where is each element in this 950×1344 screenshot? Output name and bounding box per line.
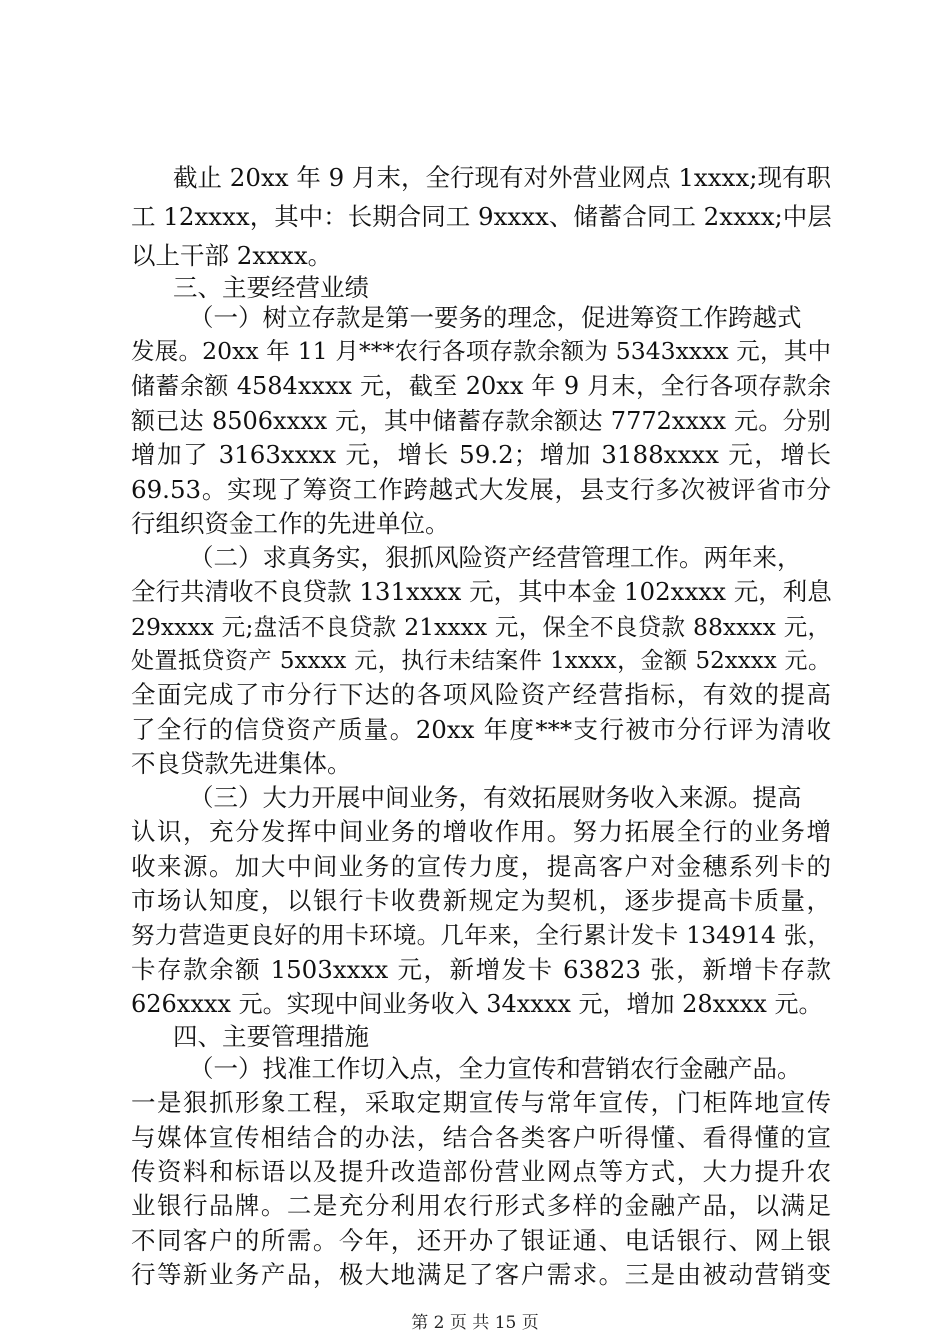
paragraph-line: 额已达 8506xxxx 元，其中储蓄存款余额达 7772xxxx 元。分别: [131, 407, 831, 435]
paragraph-line: 传资料和标语以及提升改造部份营业网点等方式，大力提升农: [131, 1157, 831, 1186]
paragraph-line: 发展。20xx 年 11 月***农行各项存款余额为 5343xxxx 元，其中: [131, 337, 831, 365]
paragraph-line: 一是狠抓形象工程，采取定期宣传与常年宣传，门柜阵地宣传: [131, 1088, 831, 1117]
paragraph-line: 业银行品牌。二是充分利用农行形式多样的金融产品，以满足: [131, 1191, 831, 1220]
paragraph-line: （三）大力开展中间业务，有效拓展财务收入来源。提高: [189, 783, 802, 812]
paragraph-line: （二）求真务实，狠抓风险资产经营管理工作。两年来，: [189, 543, 802, 572]
paragraph-line: 工 12xxxx，其中：长期合同工 9xxxx、储蓄合同工 2xxxx;中层: [131, 202, 832, 231]
paragraph-line: 截止 20xx 年 9 月末，全行现有对外营业网点 1xxxx;现有职: [173, 163, 831, 192]
section-heading: 四、主要管理措施: [173, 1022, 369, 1051]
paragraph-line: 69.53。实现了筹资工作跨越式大发展，县支行多次被评省市分: [131, 475, 831, 504]
page-footer: 第 2 页 共 15 页: [411, 1313, 539, 1333]
paragraph-line: 努力营造更良好的用卡环境。几年来，全行累计发卡 134914 张，: [131, 921, 831, 949]
paragraph-line: 认识，充分发挥中间业务的增收作用。努力拓展全行的业务增: [131, 817, 831, 846]
paragraph-line: 不同客户的所需。今年，还开办了银证通、电话银行、网上银: [131, 1226, 831, 1255]
paragraph-line: 全行共清收不良贷款 131xxxx 元，其中本金 102xxxx 元，利息: [131, 577, 832, 606]
paragraph-line: 全面完成了市分行下达的各项风险资产经营指标，有效的提高: [131, 680, 831, 709]
paragraph-line: 与媒体宣传相结合的办法，结合各类客户听得懂、看得懂的宣: [131, 1123, 831, 1152]
section-heading: 三、主要经营业绩: [173, 273, 369, 302]
paragraph-line: 增加了 3163xxxx 元，增长 59.2；增加 3188xxxx 元，增长: [131, 440, 831, 469]
paragraph-line: 行等新业务产品，极大地满足了客户需求。三是由被动营销变: [131, 1260, 831, 1289]
paragraph-line: 市场认知度，以银行卡收费新规定为契机，逐步提高卡质量，: [131, 886, 831, 915]
paragraph-line: 处置抵贷资产 5xxxx 元，执行未结案件 1xxxx，金额 52xxxx 元。: [131, 648, 831, 674]
paragraph-line: 卡存款余额 1503xxxx 元，新增发卡 63823 张，新增卡存款: [131, 955, 831, 984]
paragraph-line: 储蓄余额 4584xxxx 元，截至 20xx 年 9 月末，全行各项存款余: [131, 372, 831, 400]
paragraph-line: 626xxxx 元。实现中间业务收入 34xxxx 元，增加 28xxxx 元。: [131, 990, 823, 1018]
paragraph-line: 以上干部 2xxxx。: [131, 241, 333, 270]
paragraph-line: （一）找准工作切入点，全力宣传和营销农行金融产品。: [189, 1054, 802, 1083]
paragraph-line: （一）树立存款是第一要务的理念，促进筹资工作跨越式: [189, 303, 802, 332]
paragraph-line: 不良贷款先进集体。: [131, 749, 352, 778]
paragraph-line: 了全行的信贷资产质量。20xx 年度***支行被市分行评为清收: [131, 715, 831, 744]
paragraph-line: 行组织资金工作的先进单位。: [131, 509, 450, 538]
paragraph-line: 收来源。加大中间业务的宣传力度，提高客户对金穗系列卡的: [131, 852, 831, 881]
paragraph-line: 29xxxx 元;盘活不良贷款 21xxxx 元，保全不良贷款 88xxxx 元，: [131, 613, 831, 641]
